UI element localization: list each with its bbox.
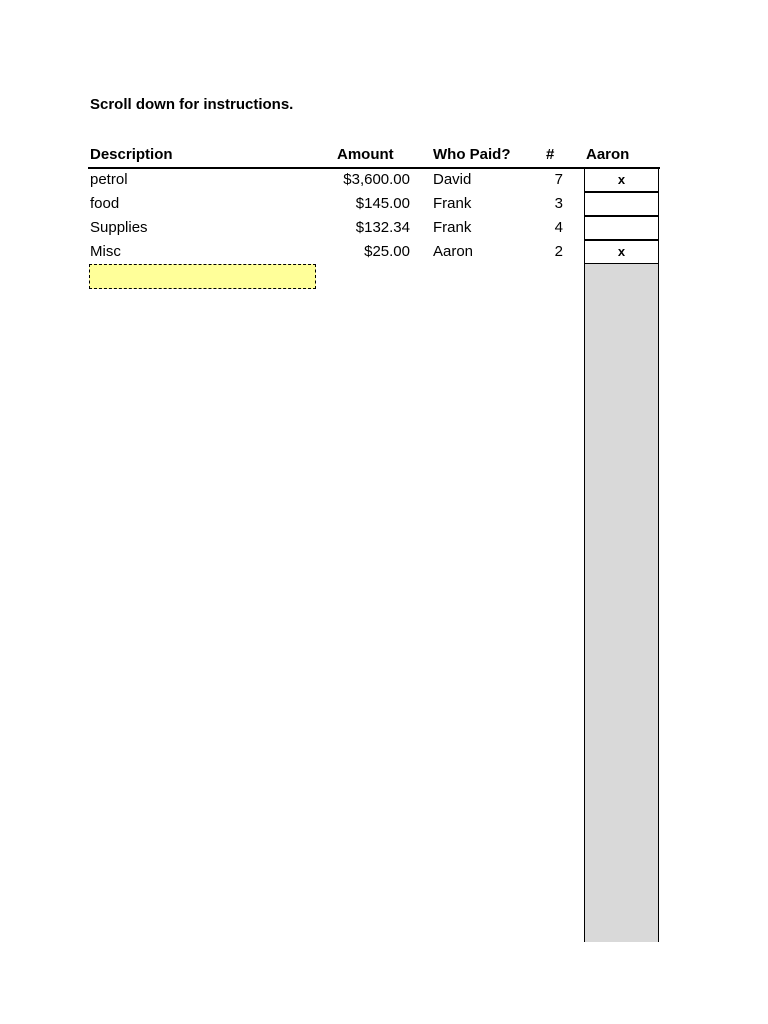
who-paid-cell[interactable]: Frank bbox=[433, 195, 472, 212]
who-paid-cell[interactable]: Frank bbox=[433, 219, 472, 236]
who-paid-cell[interactable]: Aaron bbox=[433, 243, 474, 260]
amount-cell[interactable]: $145.00 bbox=[355, 195, 410, 212]
column-header-count: # bbox=[546, 146, 555, 163]
column-header-amount: Amount bbox=[337, 146, 394, 163]
count-cell: 3 bbox=[554, 195, 563, 212]
aaron-share-cell[interactable]: x bbox=[584, 240, 659, 264]
new-description-input-cell[interactable] bbox=[89, 264, 316, 289]
count-cell: 2 bbox=[554, 243, 563, 260]
table-row bbox=[0, 216, 768, 240]
table-row bbox=[0, 240, 768, 264]
aaron-share-cell[interactable] bbox=[584, 216, 659, 240]
count-cell: 4 bbox=[554, 219, 563, 236]
column-header-person-aaron: Aaron bbox=[586, 146, 630, 163]
count-cell: 7 bbox=[554, 171, 563, 188]
column-header-who-paid: Who Paid? bbox=[433, 146, 511, 163]
who-paid-cell[interactable]: David bbox=[433, 171, 472, 188]
table-row bbox=[0, 168, 768, 192]
unused-share-cells bbox=[584, 264, 659, 942]
amount-cell[interactable]: $25.00 bbox=[364, 243, 410, 260]
column-header-description: Description bbox=[90, 146, 173, 163]
description-cell[interactable]: Supplies bbox=[90, 219, 148, 236]
amount-cell[interactable]: $3,600.00 bbox=[343, 171, 410, 188]
description-cell[interactable]: food bbox=[90, 195, 120, 212]
description-cell[interactable]: petrol bbox=[90, 171, 128, 188]
aaron-share-cell[interactable] bbox=[584, 192, 659, 216]
description-cell[interactable]: Misc bbox=[90, 243, 121, 260]
aaron-share-cell[interactable]: x bbox=[584, 168, 659, 192]
table-row bbox=[0, 192, 768, 216]
amount-cell[interactable]: $132.34 bbox=[355, 219, 410, 236]
instructions-note: Scroll down for instructions. bbox=[90, 96, 294, 113]
